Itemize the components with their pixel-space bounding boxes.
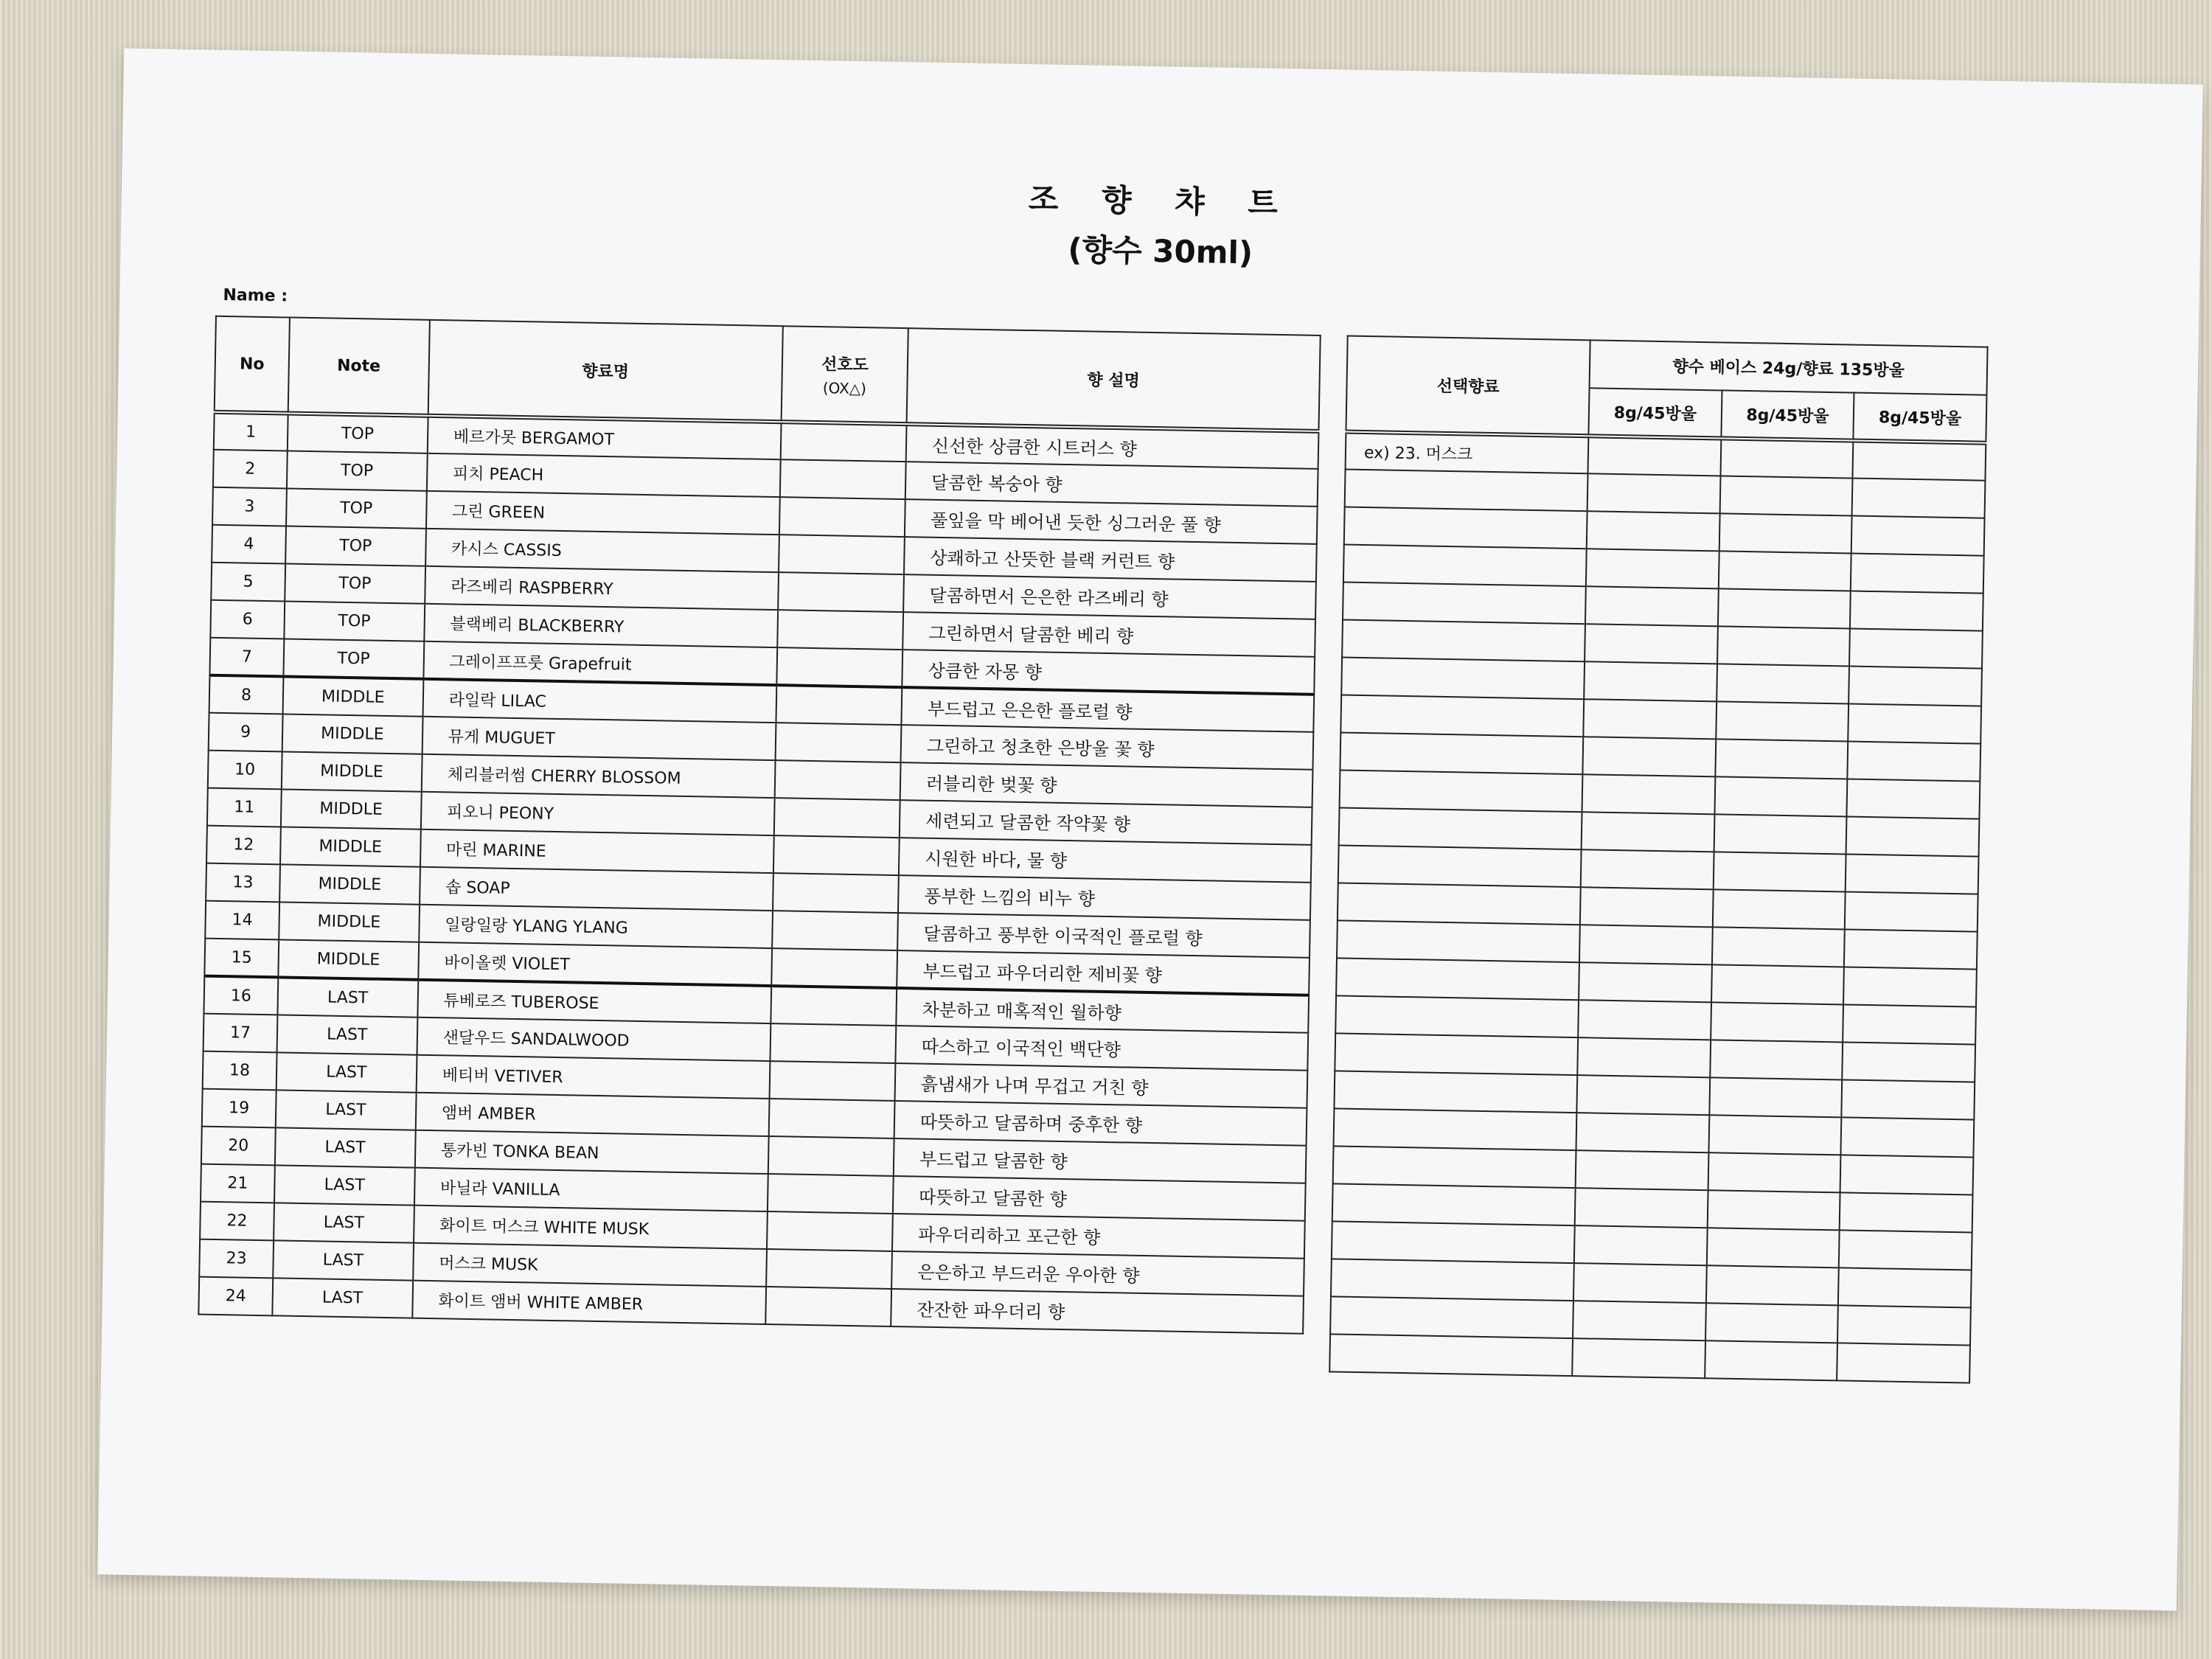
row-no: 6 xyxy=(210,600,285,639)
row-preference[interactable] xyxy=(780,459,906,499)
amount-cell-1[interactable] xyxy=(1582,774,1715,814)
row-preference[interactable] xyxy=(781,422,907,462)
amount-cell-1[interactable] xyxy=(1584,661,1717,701)
row-preference[interactable] xyxy=(766,1249,892,1289)
row-description: 러블리한 벚꽃 향 xyxy=(900,762,1313,807)
selection-cell[interactable] xyxy=(1334,1108,1577,1150)
amount-cell-1[interactable] xyxy=(1578,1000,1711,1040)
row-note: LAST xyxy=(272,1278,413,1318)
row-no: 10 xyxy=(208,751,282,790)
amount-cell-2[interactable] xyxy=(1708,1152,1840,1192)
amount-cell-1[interactable] xyxy=(1576,1075,1709,1115)
amount-cell-1[interactable] xyxy=(1581,849,1714,889)
amount-cell-2[interactable] xyxy=(1711,964,1844,1004)
row-description: 부드럽고 달콤한 향 xyxy=(894,1138,1307,1183)
row-preference[interactable] xyxy=(778,572,904,612)
amount-cell-1[interactable] xyxy=(1573,1263,1706,1303)
row-description: 달콤한 복숭아 향 xyxy=(905,462,1318,507)
row-note: TOP xyxy=(285,526,426,566)
row-description: 따뜻하고 달콤한 향 xyxy=(893,1176,1306,1221)
row-ingredient: 그레이프프룻 Grapefruit xyxy=(423,641,777,685)
amount-cell-3[interactable] xyxy=(1844,929,1978,969)
row-preference[interactable] xyxy=(768,1136,894,1176)
amount-cell-3[interactable] xyxy=(1845,891,1978,931)
amount-cell-1[interactable] xyxy=(1572,1338,1705,1378)
row-description: 신선한 상큼한 시트러스 향 xyxy=(906,424,1319,469)
amount-cell-3[interactable] xyxy=(1849,629,1983,669)
row-ingredient: 머스크 MUSK xyxy=(413,1243,767,1287)
row-no: 21 xyxy=(201,1164,275,1203)
selection-cell[interactable] xyxy=(1330,1296,1573,1338)
row-description: 파우더리하고 포근한 향 xyxy=(892,1214,1305,1259)
amount-cell-2[interactable] xyxy=(1706,1265,1839,1305)
amount-cell-2[interactable] xyxy=(1705,1340,1837,1380)
selection-cell[interactable] xyxy=(1335,995,1579,1037)
amount-cell-2[interactable] xyxy=(1710,1040,1843,1079)
row-note: LAST xyxy=(274,1165,415,1205)
row-ingredient: 바이올렛 VIOLET xyxy=(418,942,772,986)
row-description: 은은하고 부드러운 우아한 향 xyxy=(891,1251,1304,1296)
row-ingredient: 앰버 AMBER xyxy=(415,1093,769,1136)
row-preference[interactable] xyxy=(771,986,897,1026)
row-description: 따뜻하고 달콤하며 중후한 향 xyxy=(894,1101,1307,1146)
row-preference[interactable] xyxy=(777,610,903,650)
amount-cell-3[interactable] xyxy=(1843,1042,1976,1082)
row-preference[interactable] xyxy=(779,535,905,574)
row-description: 차분하고 매혹적인 월하향 xyxy=(896,988,1309,1033)
row-no: 18 xyxy=(203,1051,277,1091)
amount-cell-3[interactable] xyxy=(1843,967,1977,1006)
selection-cell[interactable] xyxy=(1336,958,1579,1000)
row-no: 1 xyxy=(214,412,288,451)
row-ingredient: 화이트 머스크 WHITE MUSK xyxy=(414,1206,768,1249)
row-ingredient: 바닐라 VANILLA xyxy=(414,1168,768,1211)
row-no: 15 xyxy=(204,939,279,978)
row-description: 시원한 바다, 물 향 xyxy=(899,838,1312,883)
amount-cell-2[interactable] xyxy=(1707,1228,1840,1267)
amount-cell-3[interactable] xyxy=(1839,1230,1972,1270)
row-preference[interactable] xyxy=(772,911,898,950)
amount-cell-2[interactable] xyxy=(1716,701,1848,741)
row-description: 달콤하면서 은은한 라즈베리 향 xyxy=(903,574,1316,619)
amount-cell-1[interactable] xyxy=(1587,473,1720,513)
row-description: 달콤하고 풍부한 이국적인 플로럴 향 xyxy=(897,913,1310,958)
row-preference[interactable] xyxy=(768,1174,894,1214)
selection-cell[interactable] xyxy=(1338,845,1582,887)
amount-cell-3[interactable] xyxy=(1840,1155,1974,1194)
selection-cell[interactable] xyxy=(1342,620,1585,662)
row-note: TOP xyxy=(286,488,427,528)
row-note: TOP xyxy=(287,451,428,490)
row-preference[interactable] xyxy=(765,1287,891,1326)
header-selected: 선택향료 xyxy=(1346,336,1590,437)
amount-cell-1[interactable] xyxy=(1577,1037,1710,1077)
selection-cell[interactable] xyxy=(1333,1146,1576,1188)
amount-cell-3[interactable] xyxy=(1848,667,1982,706)
selection-header-row xyxy=(1347,336,1988,395)
row-no: 12 xyxy=(206,826,281,865)
row-note: LAST xyxy=(276,1090,417,1130)
page-title: 조 향 챠 트 xyxy=(1028,180,1295,222)
amount-cell-2[interactable] xyxy=(1715,739,1848,779)
amount-cell-3[interactable] xyxy=(1848,704,1982,744)
row-note: LAST xyxy=(273,1240,414,1280)
amount-cell-1[interactable] xyxy=(1585,586,1718,626)
row-note: LAST xyxy=(276,1052,417,1092)
row-preference[interactable] xyxy=(773,873,899,913)
row-no: 11 xyxy=(207,788,282,827)
amount-cell-2[interactable] xyxy=(1719,513,1851,553)
row-preference[interactable] xyxy=(773,835,900,875)
selection-cell[interactable] xyxy=(1332,1183,1576,1225)
row-no: 14 xyxy=(205,901,279,940)
selection-cell[interactable] xyxy=(1344,507,1587,549)
row-description: 부드럽고 파우더리한 제비꽃 향 xyxy=(897,950,1310,995)
row-description: 그린하고 청초한 은방울 꽃 향 xyxy=(900,725,1313,770)
amount-cell-2[interactable] xyxy=(1714,776,1847,816)
row-no: 17 xyxy=(204,1014,278,1053)
amount-cell-2[interactable] xyxy=(1717,664,1849,703)
row-description: 그린하면서 달콤한 베리 향 xyxy=(902,612,1315,657)
row-ingredient: 체리블러썸 CHERRY BLOSSOM xyxy=(421,754,775,798)
row-description: 풀잎을 막 베어낸 듯한 싱그러운 풀 향 xyxy=(905,499,1318,544)
selection-cell[interactable] xyxy=(1335,1033,1578,1075)
row-note: TOP xyxy=(285,563,425,603)
header-note: Note xyxy=(288,318,430,416)
row-no: 3 xyxy=(212,487,287,526)
header-col-2: 8g/45방울 xyxy=(1721,390,1854,440)
amount-cell-3[interactable] xyxy=(1837,1305,1971,1345)
amount-cell-1[interactable] xyxy=(1573,1301,1705,1340)
row-note: MIDDLE xyxy=(282,676,423,716)
amount-cell-3[interactable] xyxy=(1853,441,1986,481)
amount-cell-1[interactable] xyxy=(1575,1188,1708,1228)
amount-cell-1[interactable] xyxy=(1574,1225,1707,1265)
row-note: MIDDLE xyxy=(280,827,421,866)
row-note: MIDDLE xyxy=(279,864,420,904)
row-ingredient: 화이트 앰버 WHITE AMBER xyxy=(412,1281,766,1324)
amount-cell-1[interactable] xyxy=(1585,624,1717,664)
row-description: 상큼한 자몽 향 xyxy=(902,650,1315,695)
row-ingredient: 통카빈 TONKA BEAN xyxy=(415,1130,769,1174)
selection-cell[interactable] xyxy=(1345,470,1588,512)
header-preference xyxy=(782,326,908,424)
selection-rows xyxy=(1329,432,1986,1383)
header-description: 향 설명 xyxy=(906,328,1320,431)
amount-cell-3[interactable] xyxy=(1846,816,1980,856)
row-note: MIDDLE xyxy=(282,751,422,791)
amount-cell-3[interactable] xyxy=(1840,1192,1973,1232)
amount-cell-1[interactable] xyxy=(1586,549,1719,588)
row-no: 22 xyxy=(200,1202,274,1241)
amount-cell-1[interactable] xyxy=(1576,1150,1708,1190)
selection-cell[interactable] xyxy=(1340,732,1583,774)
row-ingredient: 베티버 VETIVER xyxy=(416,1055,770,1099)
row-preference[interactable] xyxy=(767,1211,893,1251)
row-description: 부드럽고 은은한 플로럴 향 xyxy=(901,687,1314,732)
header-col-1: 8g/45방울 xyxy=(1588,388,1722,438)
row-ingredient: 카시스 CASSIS xyxy=(425,529,779,572)
amount-cell-2[interactable] xyxy=(1713,889,1846,929)
row-ingredient: 라즈베리 RASPBERRY xyxy=(425,566,779,610)
selection-cell[interactable] xyxy=(1340,695,1584,737)
header-preference-label: 선호도 xyxy=(821,355,869,375)
row-ingredient: 샌달우드 SANDALWOOD xyxy=(417,1018,771,1061)
page-subtitle: (향수 30ml) xyxy=(1067,231,1253,271)
row-note: TOP xyxy=(283,639,424,678)
row-no: 8 xyxy=(209,675,284,714)
amount-cell-1[interactable] xyxy=(1588,436,1721,476)
row-preference[interactable] xyxy=(776,723,902,762)
amount-cell-2[interactable] xyxy=(1707,1190,1840,1230)
row-preference[interactable] xyxy=(775,760,901,800)
row-no: 2 xyxy=(213,450,288,489)
row-preference[interactable] xyxy=(771,948,897,988)
row-description: 잔잔한 파우더리 향 xyxy=(891,1289,1304,1334)
row-preference[interactable] xyxy=(776,647,902,687)
amount-cell-1[interactable] xyxy=(1580,887,1713,927)
name-label: Name : xyxy=(223,285,288,306)
chart-paper xyxy=(97,49,2203,1611)
row-no: 7 xyxy=(209,638,284,677)
amount-cell-2[interactable] xyxy=(1708,1115,1841,1155)
amount-cell-2[interactable] xyxy=(1711,1002,1843,1042)
amount-cell-3[interactable] xyxy=(1848,742,1981,782)
row-ingredient: 블랙베리 BLACKBERRY xyxy=(424,604,778,647)
amount-cell-2[interactable] xyxy=(1705,1303,1838,1343)
row-no: 20 xyxy=(201,1127,276,1166)
row-note: MIDDLE xyxy=(279,902,420,942)
amount-cell-3[interactable] xyxy=(1852,479,1986,518)
header-preference-sub: (OX△) xyxy=(822,378,867,397)
selection-cell[interactable] xyxy=(1341,658,1585,700)
amount-cell-1[interactable] xyxy=(1579,925,1712,964)
selection-cell[interactable] xyxy=(1331,1259,1574,1301)
row-ingredient: 피치 PEACH xyxy=(427,453,781,497)
amount-cell-2[interactable] xyxy=(1717,626,1850,666)
row-description: 풍부한 느낌의 비누 향 xyxy=(898,875,1311,920)
amount-cell-3[interactable] xyxy=(1847,779,1980,818)
amount-cell-3[interactable] xyxy=(1851,554,1984,594)
fragrance-rows xyxy=(198,412,1318,1334)
selection-cell[interactable]: ex) 23. 머스크 xyxy=(1346,432,1589,474)
row-note: LAST xyxy=(277,977,418,1017)
amount-cell-2[interactable] xyxy=(1714,814,1846,854)
amount-cell-2[interactable] xyxy=(1713,852,1846,891)
amount-cell-1[interactable] xyxy=(1582,812,1714,852)
row-no: 13 xyxy=(206,863,280,902)
row-preference[interactable] xyxy=(776,685,902,725)
amount-cell-2[interactable] xyxy=(1720,438,1853,478)
row-ingredient: 일랑일랑 YLANG YLANG xyxy=(419,905,773,948)
row-no: 23 xyxy=(199,1239,274,1279)
selection-cell[interactable] xyxy=(1343,582,1586,625)
row-description: 따스하고 이국적인 백단향 xyxy=(895,1026,1308,1071)
row-ingredient: 그린 GREEN xyxy=(426,491,780,535)
amount-cell-1[interactable] xyxy=(1576,1113,1709,1152)
row-note: LAST xyxy=(274,1203,414,1242)
header-base: 향수 베이스 24g/향료 135방울 xyxy=(1590,340,1988,394)
selection-cell[interactable] xyxy=(1339,807,1582,849)
selection-cell[interactable] xyxy=(1343,545,1587,587)
row-preference[interactable] xyxy=(769,1099,895,1138)
amount-cell-3[interactable] xyxy=(1837,1343,1970,1382)
amount-cell-2[interactable] xyxy=(1719,551,1851,591)
row-preference[interactable] xyxy=(774,798,900,838)
row-ingredient: 뮤게 MUGUET xyxy=(422,717,776,760)
header-no: No xyxy=(215,316,290,414)
selection-table xyxy=(1329,335,1988,1384)
amount-cell-3[interactable] xyxy=(1842,1079,1975,1119)
amount-cell-1[interactable] xyxy=(1582,737,1715,776)
selection-cell[interactable] xyxy=(1334,1071,1577,1113)
row-ingredient: 베르가못 BERGAMOT xyxy=(427,416,781,459)
row-ingredient: 마린 MARINE xyxy=(420,830,774,873)
row-preference[interactable] xyxy=(779,497,905,537)
row-note: LAST xyxy=(276,1015,417,1054)
selection-cell[interactable] xyxy=(1332,1221,1575,1263)
row-ingredient: 튜베로즈 TUBEROSE xyxy=(417,980,771,1023)
row-note: TOP xyxy=(288,414,428,453)
header-col-3: 8g/45방울 xyxy=(1854,393,1987,443)
row-note: TOP xyxy=(284,601,425,641)
row-description: 세련되고 달콤한 작약꽃 향 xyxy=(900,800,1312,845)
amount-cell-2[interactable] xyxy=(1709,1077,1842,1117)
row-note: MIDDLE xyxy=(282,714,423,754)
header-ingredient: 향료명 xyxy=(428,320,783,422)
amount-cell-3[interactable] xyxy=(1838,1267,1972,1307)
selection-cell[interactable] xyxy=(1340,770,1583,812)
row-note: LAST xyxy=(275,1127,416,1167)
amount-cell-2[interactable] xyxy=(1718,588,1851,628)
fragrance-table xyxy=(198,316,1321,1335)
amount-cell-1[interactable] xyxy=(1583,699,1716,739)
row-no: 9 xyxy=(209,713,283,752)
row-ingredient: 솝 SOAP xyxy=(420,867,773,911)
row-description: 상쾌하고 산뜻한 블랙 커런트 향 xyxy=(904,537,1317,582)
row-preference[interactable] xyxy=(771,1023,897,1063)
amount-cell-3[interactable] xyxy=(1851,516,1985,556)
selection-cell[interactable] xyxy=(1337,920,1580,962)
row-note: MIDDLE xyxy=(278,939,419,979)
row-no: 19 xyxy=(202,1089,276,1128)
row-no: 16 xyxy=(204,976,278,1015)
header-row xyxy=(215,316,1321,431)
row-no: 24 xyxy=(198,1277,273,1316)
amount-cell-3[interactable] xyxy=(1841,1117,1975,1157)
amount-cell-3[interactable] xyxy=(1843,1004,1976,1044)
selection-cell[interactable] xyxy=(1338,883,1581,925)
amount-cell-2[interactable] xyxy=(1719,476,1852,515)
row-ingredient: 라일락 LILAC xyxy=(422,679,776,723)
selection-cell[interactable] xyxy=(1329,1334,1573,1376)
amount-cell-1[interactable] xyxy=(1587,511,1719,551)
row-no: 4 xyxy=(212,525,286,564)
amount-cell-2[interactable] xyxy=(1712,927,1845,967)
row-note: MIDDLE xyxy=(281,789,422,829)
row-ingredient: 피오니 PEONY xyxy=(421,792,775,835)
amount-cell-3[interactable] xyxy=(1846,854,1979,894)
amount-cell-1[interactable] xyxy=(1579,962,1711,1002)
row-preference[interactable] xyxy=(770,1061,896,1101)
amount-cell-3[interactable] xyxy=(1850,591,1983,631)
row-no: 5 xyxy=(211,563,285,602)
row-description: 흙냄새가 나며 무겁고 거친 향 xyxy=(894,1063,1307,1108)
